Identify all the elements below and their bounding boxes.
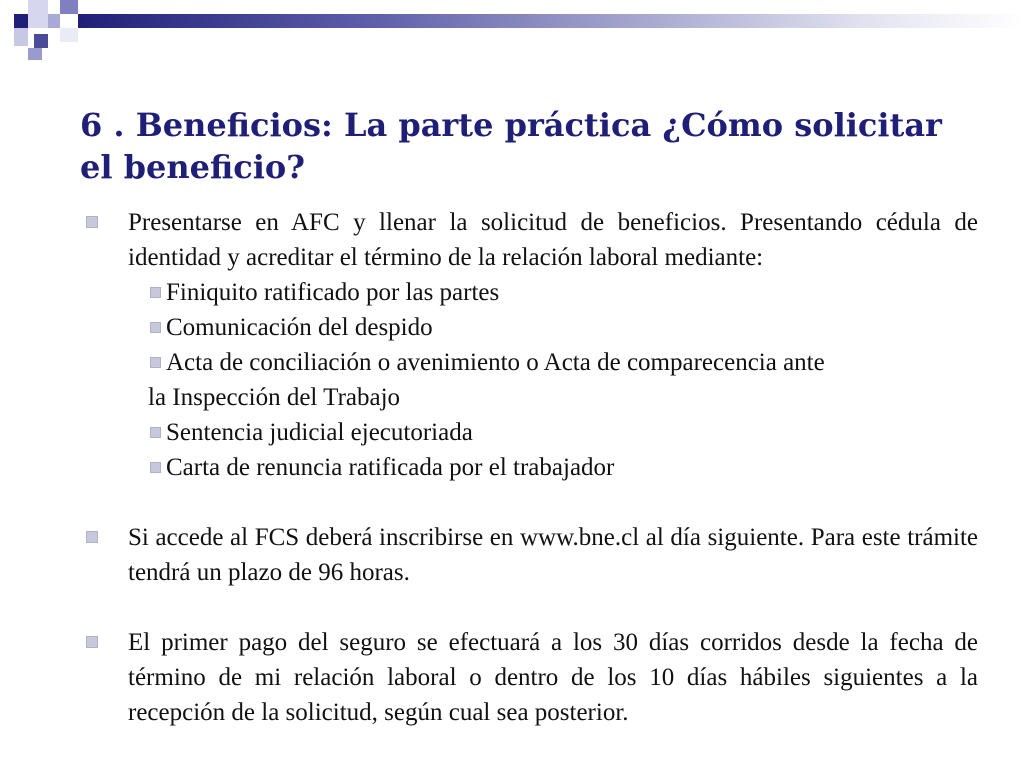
bullet-square-icon <box>86 531 98 543</box>
sub-bullet-text: Carta de renuncia ratificada por el trabajador <box>166 454 615 481</box>
header-gradient-bar <box>78 14 1024 28</box>
bullet-text: El primer pago del seguro se efectuará a los 30 días corridos desde la fecha de término de mi relación laboral o dentro de los 10 días hábiles siguientes a la recepción de la solicitud, según cual sea posterior. <box>128 629 978 726</box>
sub-bullet-text: Sentencia judicial ejecutoriada <box>166 419 473 446</box>
sub-bullet-item <box>86 450 978 485</box>
bullet-item <box>86 520 978 590</box>
bullet-text: Si accede al FCS deberá inscribirse en www.bne.cl al día siguiente. Para este trámite tendrá un plazo de 96 horas. <box>128 524 978 586</box>
decor-square <box>28 0 48 28</box>
bullet-item <box>86 625 978 730</box>
sub-bullet-text: Acta de conciliación o avenimiento o Acta de comparecencia ante <box>166 349 825 376</box>
spacer <box>86 590 978 625</box>
bullet-square-icon <box>86 636 98 648</box>
sub-bullet-item <box>86 415 978 450</box>
sub-bullet-square-icon <box>150 322 161 333</box>
bullet-text: Presentarse en AFC y llenar la solicitud de beneficios. Presentando cédula de identidad y acreditar el término de la relación laboral mediante: <box>128 209 978 271</box>
slide-body <box>86 205 978 730</box>
slide-title: 6 . Beneficios: La parte práctica ¿Cómo solicitar el beneficio? <box>80 106 942 186</box>
decor-square <box>60 0 78 14</box>
sub-bullet-text: Finiquito ratificado por las partes <box>166 279 500 306</box>
bullet-item <box>86 205 978 275</box>
bullet-square-icon <box>86 216 98 228</box>
decor-square <box>34 34 48 48</box>
decor-square <box>60 28 78 42</box>
sub-bullet-item <box>86 310 978 345</box>
decor-square <box>14 14 28 28</box>
sub-bullet-square-icon <box>150 287 161 298</box>
sub-bullet-square-icon <box>150 357 161 368</box>
sub-bullet-item <box>86 275 978 310</box>
sub-bullet-continuation: la Inspección del Trabajo <box>148 384 401 411</box>
sub-bullet-text: Comunicación del despido <box>166 314 433 341</box>
sub-bullet-square-icon <box>150 462 161 473</box>
spacer <box>86 485 978 520</box>
sub-bullet-square-icon <box>150 427 161 438</box>
decor-square <box>48 14 60 28</box>
sub-bullet-item <box>86 345 978 380</box>
decor-square <box>28 48 42 60</box>
decor-square <box>14 28 28 46</box>
